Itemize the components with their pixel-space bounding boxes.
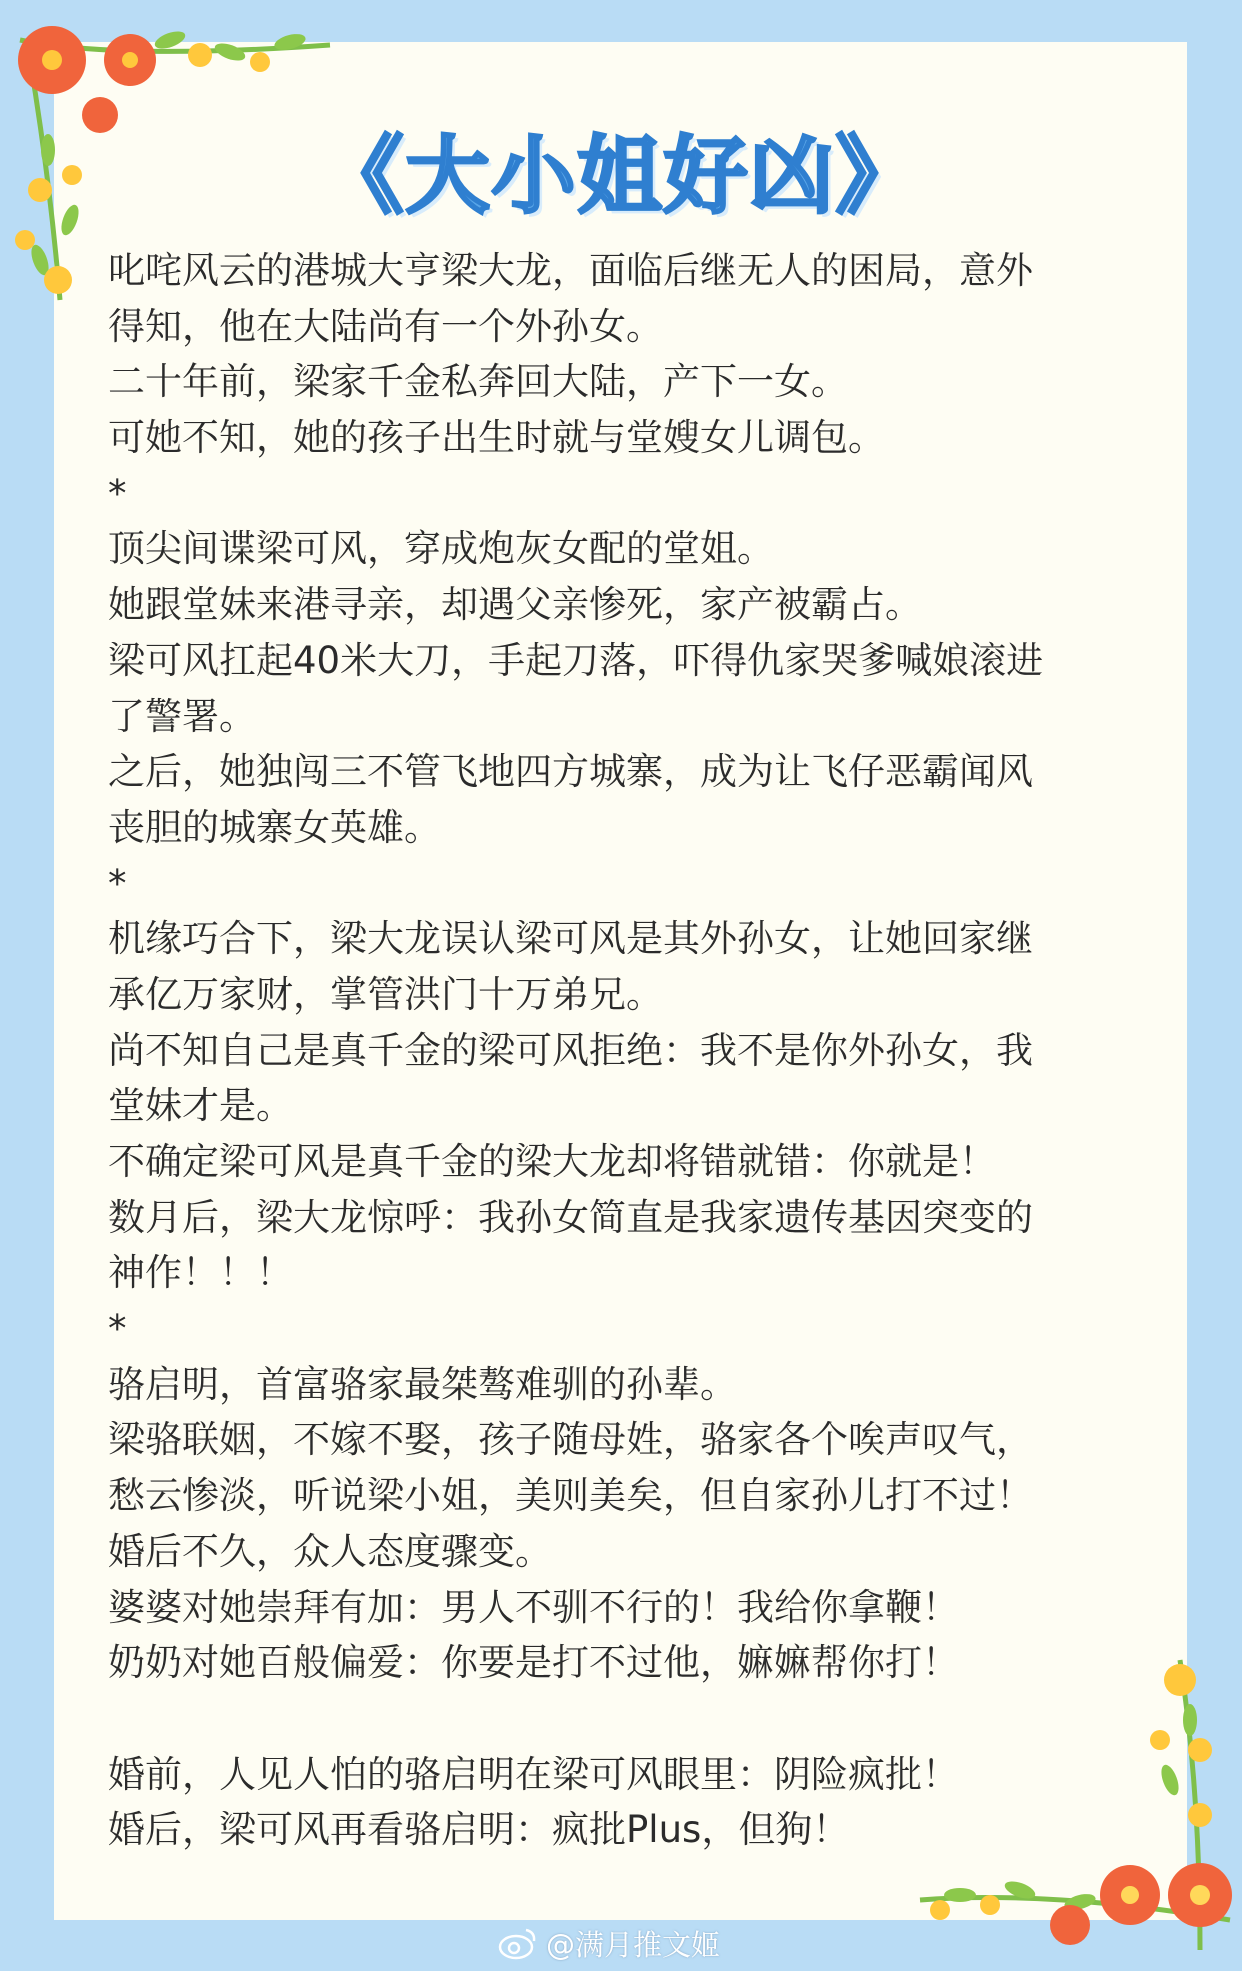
text-line: 二十年前，梁家千金私奔回大陆，产下一女。 bbox=[108, 360, 848, 404]
text-line: 不确定梁可风是真千金的梁大龙却将错就错：你就是！ bbox=[108, 1140, 996, 1183]
text-line: 婆婆对她崇拜有加：男人不驯不行的！我给你拿鞭！ bbox=[108, 1585, 959, 1629]
flower-corner-bottom-right-icon bbox=[900, 1640, 1242, 1971]
flower-corner-top-left-icon bbox=[0, 0, 340, 330]
text-line: 婚后，梁可风再看骆启明：疯批Plus，但狗！ bbox=[108, 1808, 850, 1852]
text-line: 叱咤风云的港城大亨梁大龙，面临后继无人的困局，意外 bbox=[108, 249, 1033, 292]
text-line: 机缘巧合下，梁大龙误认梁可风是其外孙女，让她回家继 bbox=[108, 917, 1033, 961]
text-line: 婚后不久，众人态度骤变。 bbox=[108, 1529, 552, 1573]
text-line: 愁云惨淡，听说梁小姐，美则美矣，但自家孙儿打不过！ bbox=[108, 1474, 1033, 1518]
text-line: 骆启明，首富骆家最桀骜难驯的孙辈。 bbox=[108, 1362, 737, 1406]
text-line: 得知，他在大陆尚有一个外孙女。 bbox=[108, 304, 663, 348]
text-line: 之后，她独闯三不管飞地四方城寨，成为让飞仔恶霸闻风 bbox=[108, 750, 1033, 794]
text-line: 尚不知自己是真千金的梁可风拒绝：我不是你外孙女，我 bbox=[108, 1028, 1033, 1072]
text-line: 奶奶对她百般偏爱：你要是打不过他，嫲嫲帮你打！ bbox=[108, 1641, 959, 1685]
text-line: 婚前，人见人怕的骆启明在梁可风眼里：阴险疯批！ bbox=[108, 1752, 959, 1796]
text-line: * bbox=[108, 1307, 127, 1351]
text-line: 神作！！！ bbox=[108, 1251, 293, 1295]
page-title: 《大小姐好凶》 bbox=[319, 127, 922, 225]
text-line: 她跟堂妹来港寻亲，却遇父亲惨死，家产被霸占。 bbox=[108, 583, 922, 627]
text-line: * bbox=[108, 861, 127, 905]
weibo-logo-icon bbox=[498, 1926, 538, 1960]
text-line: 堂妹才是。 bbox=[108, 1084, 293, 1128]
watermark bbox=[498, 1920, 720, 1966]
text-line: 梁可风扛起40米大刀，手起刀落，吓得仇家哭爹喊娘滚进 bbox=[108, 638, 1044, 682]
text-line: 顶尖间谍梁可风，穿成炮灰女配的堂姐。 bbox=[108, 527, 774, 571]
watermark-text: @满月推文姬 bbox=[546, 1927, 721, 1962]
text-line: 数月后，梁大龙惊呼：我孙女简直是我家遗传基因突变的 bbox=[108, 1195, 1033, 1239]
text-line: 可她不知，她的孩子出生时就与堂嫂女儿调包。 bbox=[108, 416, 885, 460]
synopsis-text bbox=[108, 243, 1118, 1858]
text-line: 了警署。 bbox=[108, 694, 256, 738]
text-line: 丧胆的城寨女英雄。 bbox=[108, 805, 441, 849]
text-line: * bbox=[108, 471, 127, 515]
text-line: 梁骆联姻，不嫁不娶，孩子随母姓，骆家各个唉声叹气， bbox=[108, 1418, 1033, 1462]
text-line: 承亿万家财，掌管洪门十万弟兄。 bbox=[108, 972, 663, 1016]
